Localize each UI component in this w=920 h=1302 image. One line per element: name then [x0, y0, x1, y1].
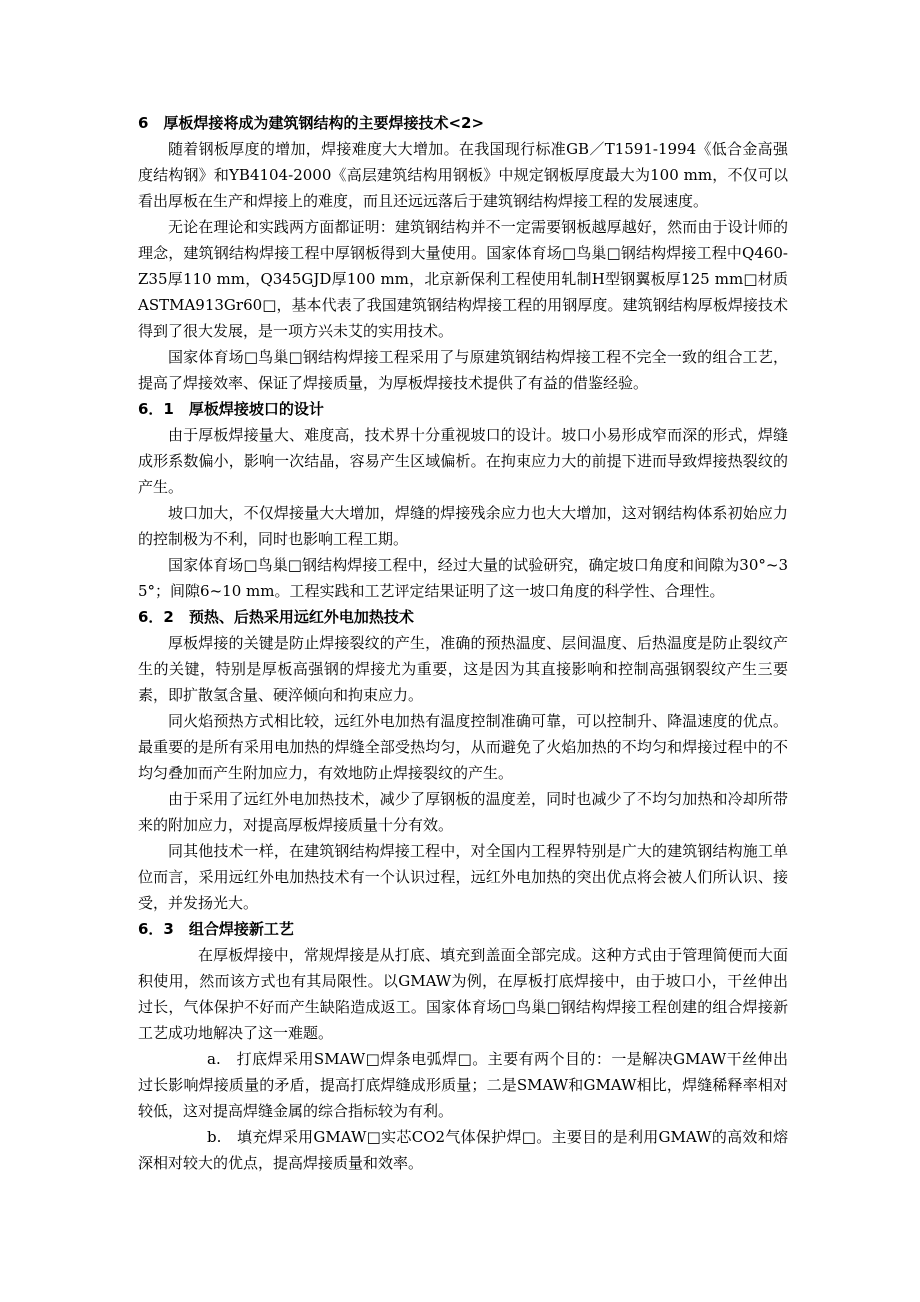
list-item: b. 填充焊采用GMAW□实芯CO2气体保护焊□。主要目的是利用GMAW的高效和熔深相对较大的优点，提高焊接质量和效率。 [138, 1128, 788, 1172]
subsection-heading: 6．2 预热、后热采用远红外电加热技术 [138, 608, 414, 626]
subsection-heading: 6．1 厚板焊接坡口的设计 [138, 400, 324, 418]
section-heading: 6 厚板焊接将成为建筑钢结构的主要焊接技术<2> [138, 114, 485, 132]
subsection-heading: 6．3 组合焊接新工艺 [138, 920, 294, 938]
paragraph: 厚板焊接的关键是防止焊接裂纹的产生，准确的预热温度、层间温度、后热温度是防止裂纹产生的关键，特别是厚板高强钢的焊接尤为重要，这是因为其直接影响和控制高强钢裂纹产生三要素，即扩散氢含量、硬淬倾向和拘束应力。 [138, 634, 788, 704]
list-item: a. 打底焊采用SMAW□焊条电弧焊□。主要有两个目的：一是解决GMAW干丝伸出过长影响焊接质量的矛盾，提高打底焊缝成形质量；二是SMAW和GMAW相比，焊缝稀释率相对较低，这对提高焊缝金属的综合指标较为有利。 [138, 1050, 788, 1120]
paragraph: 同火焰预热方式相比较，远红外电加热有温度控制准确可靠，可以控制升、降温速度的优点。最重要的是所有采用电加热的焊缝全部受热均匀，从而避免了火焰加热的不均匀和焊接过程中的不均匀叠加而产生附加应力，有效地防止焊接裂纹的产生。 [138, 712, 788, 782]
paragraph: 无论在理论和实践两方面都证明：建筑钢结构并不一定需要钢板越厚越好，然而由于设计师的理念，建筑钢结构焊接工程中厚钢板得到大量使用。国家体育场□鸟巢□钢结构焊接工程中Q460-Z35厚110 mm，Q345GJD厚100 mm，北京新保利工程使用轧制H型钢翼板厚125 mm□材质ASTMA913Gr60□，基本代表了我国建筑钢结构焊接工程的用钢厚度。建筑钢结构厚板焊接技术得到了很大发展，是一项方兴未艾的实用技术。 [138, 218, 788, 340]
paragraph: 随着钢板厚度的增加，焊接难度大大增加。在我国现行标准GB／T1591-1994《低合金高强度结构钢》和YB4104-2000《高层建筑结构用钢板》中规定钢板厚度最大为100 mm，不仅可以看出厚板在生产和焊接上的难度，而且还远远落后于建筑钢结构焊接工程的发展速度。 [138, 140, 788, 210]
paragraph: 同其他技术一样，在建筑钢结构焊接工程中，对全国内工程界特别是广大的建筑钢结构施工单位而言，采用远红外电加热技术有一个认识过程，远红外电加热的突出优点将会被人们所认识、接受，并发扬光大。 [138, 842, 788, 912]
document-page [138, 110, 788, 1176]
paragraph: 国家体育场□鸟巢□钢结构焊接工程中，经过大量的试验研究，确定坡口角度和间隙为30°~35°；间隙6~10 mm。工程实践和工艺评定结果证明了这一坡口角度的科学性、合理性。 [138, 556, 788, 600]
paragraph: 由于厚板焊接量大、难度高，技术界十分重视坡口的设计。坡口小易形成窄而深的形式，焊缝成形系数偏小，影响一次结晶，容易产生区域偏析。在拘束应力大的前提下进而导致焊接热裂纹的产生。 [138, 426, 788, 496]
paragraph: 国家体育场□鸟巢□钢结构焊接工程采用了与原建筑钢结构焊接工程不完全一致的组合工艺，提高了焊接效率、保证了焊接质量，为厚板焊接技术提供了有益的借鉴经验。 [138, 348, 788, 392]
paragraph: 由于采用了远红外电加热技术，减少了厚钢板的温度差，同时也减少了不均匀加热和冷却所带来的附加应力，对提高厚板焊接质量十分有效。 [138, 790, 788, 834]
paragraph: 在厚板焊接中，常规焊接是从打底、填充到盖面全部完成。这种方式由于管理简便而大面积使用，然而该方式也有其局限性。以GMAW为例，在厚板打底焊接中，由于坡口小，干丝伸出过长，气体保护不好而产生缺陷造成返工。国家体育场□鸟巢□钢结构焊接工程创建的组合焊接新工艺成功地解决了这一难题。 [138, 946, 788, 1042]
paragraph: 坡口加大，不仅焊接量大大增加，焊缝的焊接残余应力也大大增加，这对钢结构体系初始应力的控制极为不利，同时也影响工程工期。 [138, 504, 788, 548]
